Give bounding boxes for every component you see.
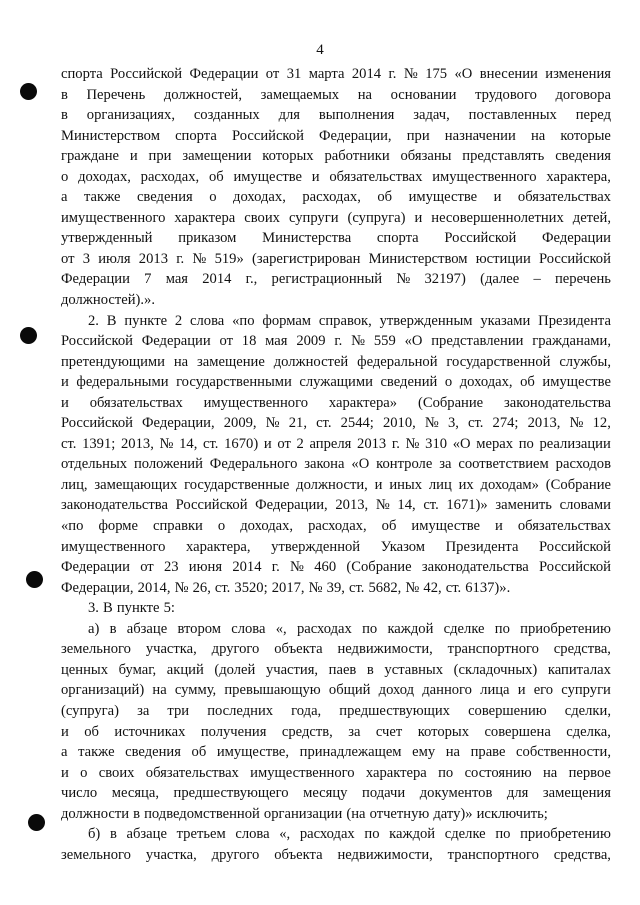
text-line: 3. В пункте 5: bbox=[88, 600, 175, 617]
text-line: в Перечень должностей, замещаемых на основании трудового договора bbox=[61, 86, 611, 103]
text-line: и об источниках получения средств, за счет которых совершена сделка, bbox=[61, 723, 611, 740]
text-line: земельного участка, другого объекта недвижимости, транспортного средства, bbox=[61, 846, 611, 863]
punch-hole-1 bbox=[20, 83, 37, 100]
text-line: претендующими на замещение должностей федеральной государственной службы, bbox=[61, 353, 611, 370]
text-line: Федерации от 23 июня 2014 г. № 460 (Собрание законодательства Российской bbox=[61, 559, 611, 576]
text-line: от 3 июля 2013 г. № 519» (зарегистрирован Министерством юстиции Российской bbox=[61, 250, 611, 267]
text-line: должности в подведомственной организации (на отчетную дату)» исключить; bbox=[61, 805, 548, 822]
text-line: граждане и при замещении которых работники обязаны представлять сведения bbox=[61, 148, 611, 165]
punch-hole-2 bbox=[20, 327, 37, 344]
text-line: отдельных положений Федерального закона «О контроле за соответствием расходов bbox=[61, 456, 611, 473]
text-line: и о своих обязательствах имущественного характера по состоянию на первое bbox=[61, 764, 611, 781]
text-line: и обязательствах имущественного характера» (Собрание законодательства bbox=[61, 394, 611, 411]
text-line: утвержденный приказом Министерства спорта Российской Федерации bbox=[61, 230, 611, 247]
text-line: и федеральными государственными служащими сведений о доходах, об имуществе bbox=[61, 374, 611, 391]
text-line: 2. В пункте 2 слова «по формам справок, утвержденным указами Президента bbox=[88, 312, 611, 329]
text-line: в организациях, созданных для выполнения задач, поставленных перед bbox=[61, 107, 611, 124]
text-line: имущественного характера своих супруги (супруга) и несовершеннолетних детей, bbox=[61, 209, 611, 226]
punch-hole-4 bbox=[28, 814, 45, 831]
text-line: (супруга) за три последних года, предшествующих совершению сделки, bbox=[61, 702, 611, 719]
text-line: а также сведения о доходах, расходах, об имуществе и обязательствах bbox=[61, 189, 611, 206]
text-line: а) в абзаце втором слова «, расходах по каждой сделке по приобретению bbox=[88, 620, 611, 637]
text-line: б) в абзаце третьем слова «, расходах по каждой сделке по приобретению bbox=[88, 826, 611, 843]
text-line: организаций) на сумму, превышающую общий доход данного лица и его супруги bbox=[61, 682, 611, 699]
text-line: Федерации 7 мая 2014 г., регистрационный № 32197) (далее – перечень bbox=[61, 271, 611, 288]
text-line: число месяца, предшествующего месяцу подачи документов для замещения bbox=[61, 785, 611, 802]
text-line: Российской Федерации, 2009, № 21, ст. 2544; 2010, № 3, ст. 274; 2013, № 12, bbox=[61, 415, 611, 432]
text-line: о доходах, расходах, об имуществе и обязательствах имущественного характера, bbox=[61, 168, 611, 185]
text-line: лиц, замещающих государственные должности, и иных лиц их доходам» (Собрание bbox=[61, 476, 611, 493]
text-line: а также сведения об имуществе, принадлежащем ему на праве собственности, bbox=[61, 744, 611, 761]
text-line: законодательства Российской Федерации, 2013, № 14, ст. 1671)» заменить словами bbox=[61, 497, 611, 514]
text-line: спорта Российской Федерации от 31 марта 2014 г. № 175 «О внесении изменения bbox=[61, 66, 611, 82]
text-line: Российской Федерации от 18 мая 2009 г. № 559 «О представлении гражданами, bbox=[61, 333, 611, 350]
text-line: Федерации, 2014, № 26, ст. 3520; 2017, № 39, ст. 5682, № 42, ст. 6137)». bbox=[61, 579, 511, 596]
text-line: ст. 1391; 2013, № 14, ст. 1670) и от 2 апреля 2013 г. № 310 «О мерах по реализации bbox=[61, 435, 611, 452]
text-line: Министерством спорта Российской Федерации, при назначении на которые bbox=[61, 127, 611, 144]
text-line: ценных бумаг, акций (долей участия, паев в уставных (складочных) капиталах bbox=[61, 661, 611, 678]
text-line: земельного участка, другого объекта недвижимости, транспортного средства, bbox=[61, 641, 611, 658]
text-line: «по форме справки о доходах, расходах, об имуществе и обязательствах bbox=[61, 518, 611, 535]
punch-hole-3 bbox=[26, 571, 43, 588]
document-body bbox=[61, 64, 611, 865]
text-line: имущественного характера, утвержденной Указом Президента Российской bbox=[61, 538, 611, 555]
text-line: должностей).». bbox=[61, 292, 155, 309]
page-number: 4 bbox=[316, 42, 324, 58]
